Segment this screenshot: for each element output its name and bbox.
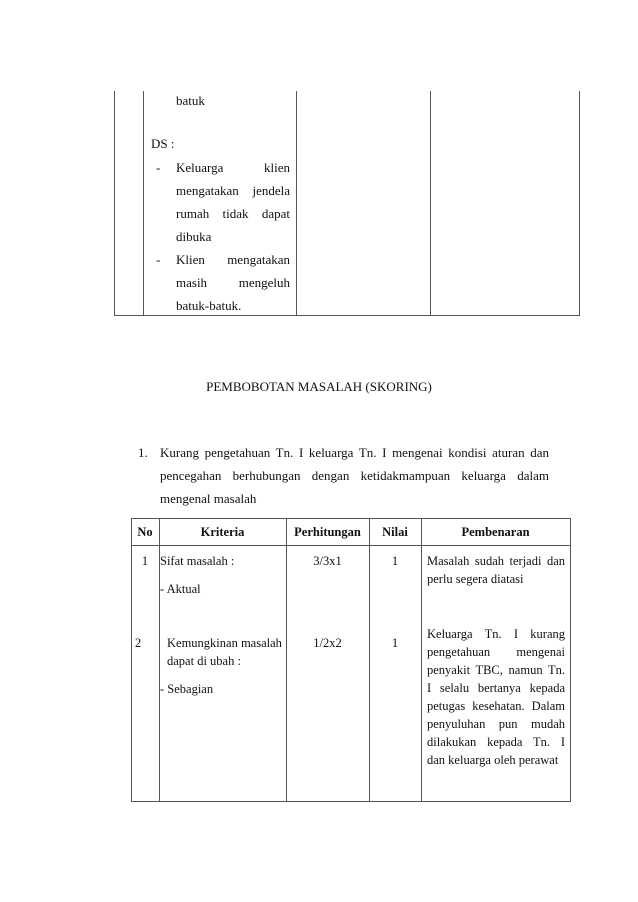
- row-pembenaran-line: perlu segera diatasi: [427, 572, 524, 586]
- ds-label: DS :: [151, 136, 175, 151]
- row-pembenaran-line: pengetahuan mengenai: [427, 645, 565, 659]
- row-nilai: 1: [391, 554, 399, 568]
- ds-item-1-line: Keluarga klien: [176, 160, 290, 175]
- header-perhitungan: Perhitungan: [294, 525, 361, 539]
- row-sub-kriteria: - Sebagian: [160, 682, 214, 696]
- ds-item-2-line: Klien mengatakan: [176, 252, 290, 267]
- problem-line: pencegahan berhubungan dengan ketidakmampuan keluarga dalam: [160, 468, 549, 483]
- row-pembenaran-line: I selalu bertanya kepada: [427, 681, 565, 695]
- problem-line: Kurang pengetahuan Tn. I keluarga Tn. I mengenai kondisi aturan dan: [160, 445, 549, 460]
- row-pembenaran-line: penyuluhan pun mudah: [427, 717, 565, 731]
- row-kriteria: dapat di ubah :: [167, 654, 241, 668]
- header-nilai: Nilai: [382, 525, 408, 539]
- row-pembenaran-line: petugas kesehatan. Dalam: [427, 699, 565, 713]
- row-kriteria: Kemungkinan masalah: [167, 636, 282, 650]
- ds-item-2-line: masih mengeluh: [176, 275, 290, 290]
- row-pembenaran-line: Keluarga Tn. I kurang: [427, 627, 565, 641]
- header-pembenaran: Pembenaran: [461, 525, 530, 539]
- ds-item-2-line: batuk-batuk.: [176, 298, 242, 313]
- ds-item-1-line: dibuka: [176, 229, 212, 244]
- bullet-marker: -: [156, 252, 161, 267]
- ds-item-1-line: mengatakan jendela: [176, 183, 290, 198]
- problem-line: mengenal masalah: [160, 491, 257, 506]
- problem-number: 1.: [138, 445, 148, 460]
- row-no: 1: [141, 554, 149, 568]
- header-no: No: [137, 525, 153, 539]
- row-pembenaran-line: dan keluarga oleh perawat: [427, 753, 559, 767]
- row-pembenaran-line: Masalah sudah terjadi dan: [427, 554, 565, 568]
- continuation-text: batuk: [176, 93, 205, 108]
- row-sub-kriteria: - Aktual: [160, 582, 201, 596]
- section-title: PEMBOBOTAN MASALAH (SKORING): [206, 379, 432, 394]
- ds-item-1-line: rumah tidak dapat: [176, 206, 290, 221]
- row-pembenaran-line: dilakukan kepada Tn. I: [427, 735, 565, 749]
- header-kriteria: Kriteria: [200, 525, 245, 539]
- row-pembenaran-line: penyakit TBC, namun Tn.: [427, 663, 565, 677]
- row-kriteria: Sifat masalah :: [160, 554, 235, 568]
- row-nilai: 1: [391, 636, 399, 650]
- row-no: 2: [135, 636, 142, 650]
- bullet-marker: -: [156, 160, 161, 175]
- row-perhitungan: 1/2x2: [313, 636, 342, 650]
- row-perhitungan: 3/3x1: [313, 554, 342, 568]
